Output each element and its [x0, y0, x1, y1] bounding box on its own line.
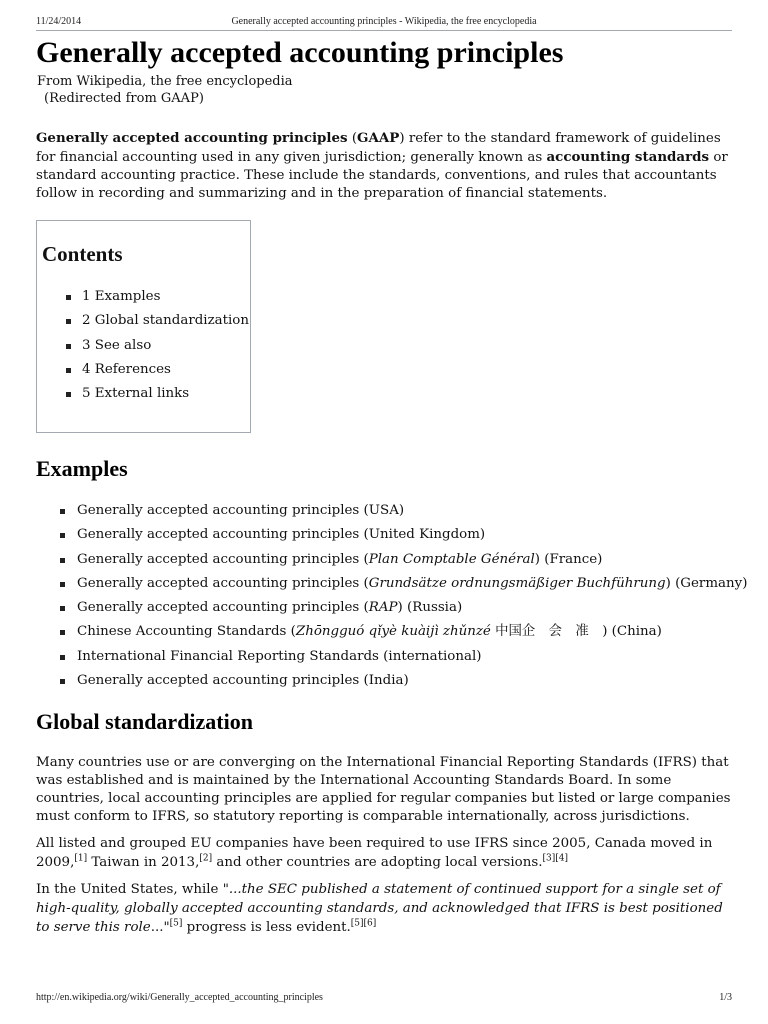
citation-link[interactable]: [1] [74, 853, 88, 864]
list-item [36, 645, 732, 669]
example-country: ) (France) [534, 551, 603, 567]
p3-text-b: ..." [150, 920, 170, 936]
intro-text-2: or standard accounting practice. These include the standards, conventions, and rules that accountants follow in recording and summarizing and in the preparation of financial statements. [36, 150, 728, 201]
toc-item-label: 3 See also [82, 337, 152, 353]
bullet-icon [60, 582, 65, 587]
bullet-icon [60, 533, 65, 538]
list-item [36, 669, 732, 693]
intro-open-paren: ( [347, 131, 358, 146]
example-link-international[interactable]: International Financial Reporting Standards (international) [77, 648, 482, 664]
intro-abbr: GAAP [357, 130, 400, 146]
intro-text-1: ) refer to the standard framework of guidelines for financial accounting used in any given jurisdiction; generally known as [36, 131, 721, 165]
page-title: Generally accepted accounting principles [36, 36, 564, 69]
example-link-india[interactable]: Generally accepted accounting principles (India) [77, 673, 409, 689]
example-country: ) (China) [602, 624, 662, 640]
bullet-icon [60, 509, 65, 514]
citation-link[interactable]: [5] [169, 918, 183, 929]
citation-link[interactable]: [2] [199, 853, 213, 864]
p2-text-b: Taiwan in 2013, [87, 855, 200, 871]
page-number: 1/3 [719, 992, 732, 1003]
table-of-contents [36, 220, 251, 433]
header-divider [36, 30, 732, 31]
print-footer [36, 992, 732, 1006]
list-item [36, 548, 732, 572]
toc-list [42, 285, 250, 406]
bullet-icon [66, 319, 71, 324]
toc-item-external-links[interactable] [42, 382, 250, 406]
toc-item-label: 5 External links [82, 386, 190, 402]
intro-term-2: accounting standards [546, 149, 710, 165]
p3-text-a: In the United States, while " [36, 882, 229, 898]
toc-item-references[interactable] [42, 358, 250, 382]
intro-paragraph [36, 129, 732, 203]
citation-link[interactable]: [5][6] [350, 918, 377, 929]
toc-item-label: 4 References [82, 361, 171, 377]
bullet-icon [66, 392, 71, 397]
example-country: ) (Germany) [665, 575, 748, 591]
example-link-france[interactable]: Generally accepted accounting principles ( [77, 551, 369, 567]
site-sub: From Wikipedia, the free encyclopedia [37, 74, 293, 89]
example-native-name: Grundsätze ordnungsmäßiger Buchführung [368, 575, 666, 591]
intro-term: Generally accepted accounting principles [36, 130, 348, 146]
example-native-name: Zhōngguó qǐyè kuàijì zhǔnzé [295, 624, 491, 640]
bullet-icon [66, 295, 71, 300]
example-link-germany[interactable]: Generally accepted accounting principles ( [77, 575, 369, 591]
toc-item-label: 2 Global standardization [82, 313, 249, 329]
citation-link[interactable]: [3][4] [542, 853, 568, 864]
print-header [36, 16, 732, 30]
bullet-icon [66, 368, 71, 373]
global-paragraph-2 [36, 834, 732, 872]
bullet-icon [60, 655, 65, 660]
list-item [36, 572, 748, 596]
bullet-icon [60, 630, 65, 635]
print-date: 11/24/2014 [36, 16, 82, 27]
page-url: http://en.wikipedia.org/wiki/Generally_accepted_accounting_principles [36, 992, 323, 1003]
global-paragraph-3 [36, 880, 732, 937]
global-paragraph-1: Many countries use or are converging on the International Financial Reporting Standards (IFRS) that was established and is maintained by the International Accounting Standards Board. In some countries, local accounting principles are applied for regular companies but listed or large companies must conform to IFRS, so statutory reporting is comparable internationally, across jurisdictions. [36, 755, 731, 825]
global-standardization-heading: Global standardization [36, 709, 253, 735]
bullet-icon [60, 558, 65, 563]
bullet-icon [60, 606, 65, 611]
example-country: ) (Russia) [397, 600, 463, 616]
example-link-usa[interactable]: Generally accepted accounting principles (USA) [77, 503, 405, 518]
example-link-china[interactable]: Chinese Accounting Standards ( [77, 624, 296, 640]
examples-heading: Examples [36, 456, 128, 481]
p2-text-a: All listed and grouped EU companies have been required to use IFRS since 2005, Canada moved in 2009, [36, 836, 713, 871]
example-cjk-name: 中国企 会 准 [490, 624, 603, 640]
list-item [36, 620, 732, 644]
p3-quote: ...the SEC published a statement of continued support for a single set of high-quality, globally accepted accounting standards, and acknowledged that IFRS is best positioned to serve this role [36, 882, 723, 936]
example-link-russia[interactable]: Generally accepted accounting principles ( [77, 600, 369, 616]
redirect-note: (Redirected from GAAP) [44, 91, 204, 106]
p3-text-c: progress is less evident. [182, 920, 351, 936]
p2-text-c: and other countries are adopting local versions. [212, 855, 543, 871]
example-native-name: RAP [368, 600, 398, 616]
toc-heading: Contents [42, 242, 123, 266]
toc-item-see-also[interactable] [42, 334, 250, 358]
toc-item-examples[interactable] [42, 285, 250, 309]
list-item [36, 523, 732, 547]
bullet-icon [66, 344, 71, 349]
examples-list [36, 499, 748, 693]
bullet-icon [60, 679, 65, 684]
toc-item-label: 1 Examples [82, 289, 161, 304]
toc-item-global-standardization[interactable] [42, 309, 250, 333]
example-native-name: Plan Comptable Général [368, 551, 535, 567]
article-body [36, 34, 748, 937]
example-link-uk[interactable]: Generally accepted accounting principles (United Kingdom) [77, 527, 486, 543]
print-title: Generally accepted accounting principles - Wikipedia, the free encyclopedia [231, 16, 537, 27]
list-item [36, 596, 732, 620]
list-item [36, 499, 732, 523]
